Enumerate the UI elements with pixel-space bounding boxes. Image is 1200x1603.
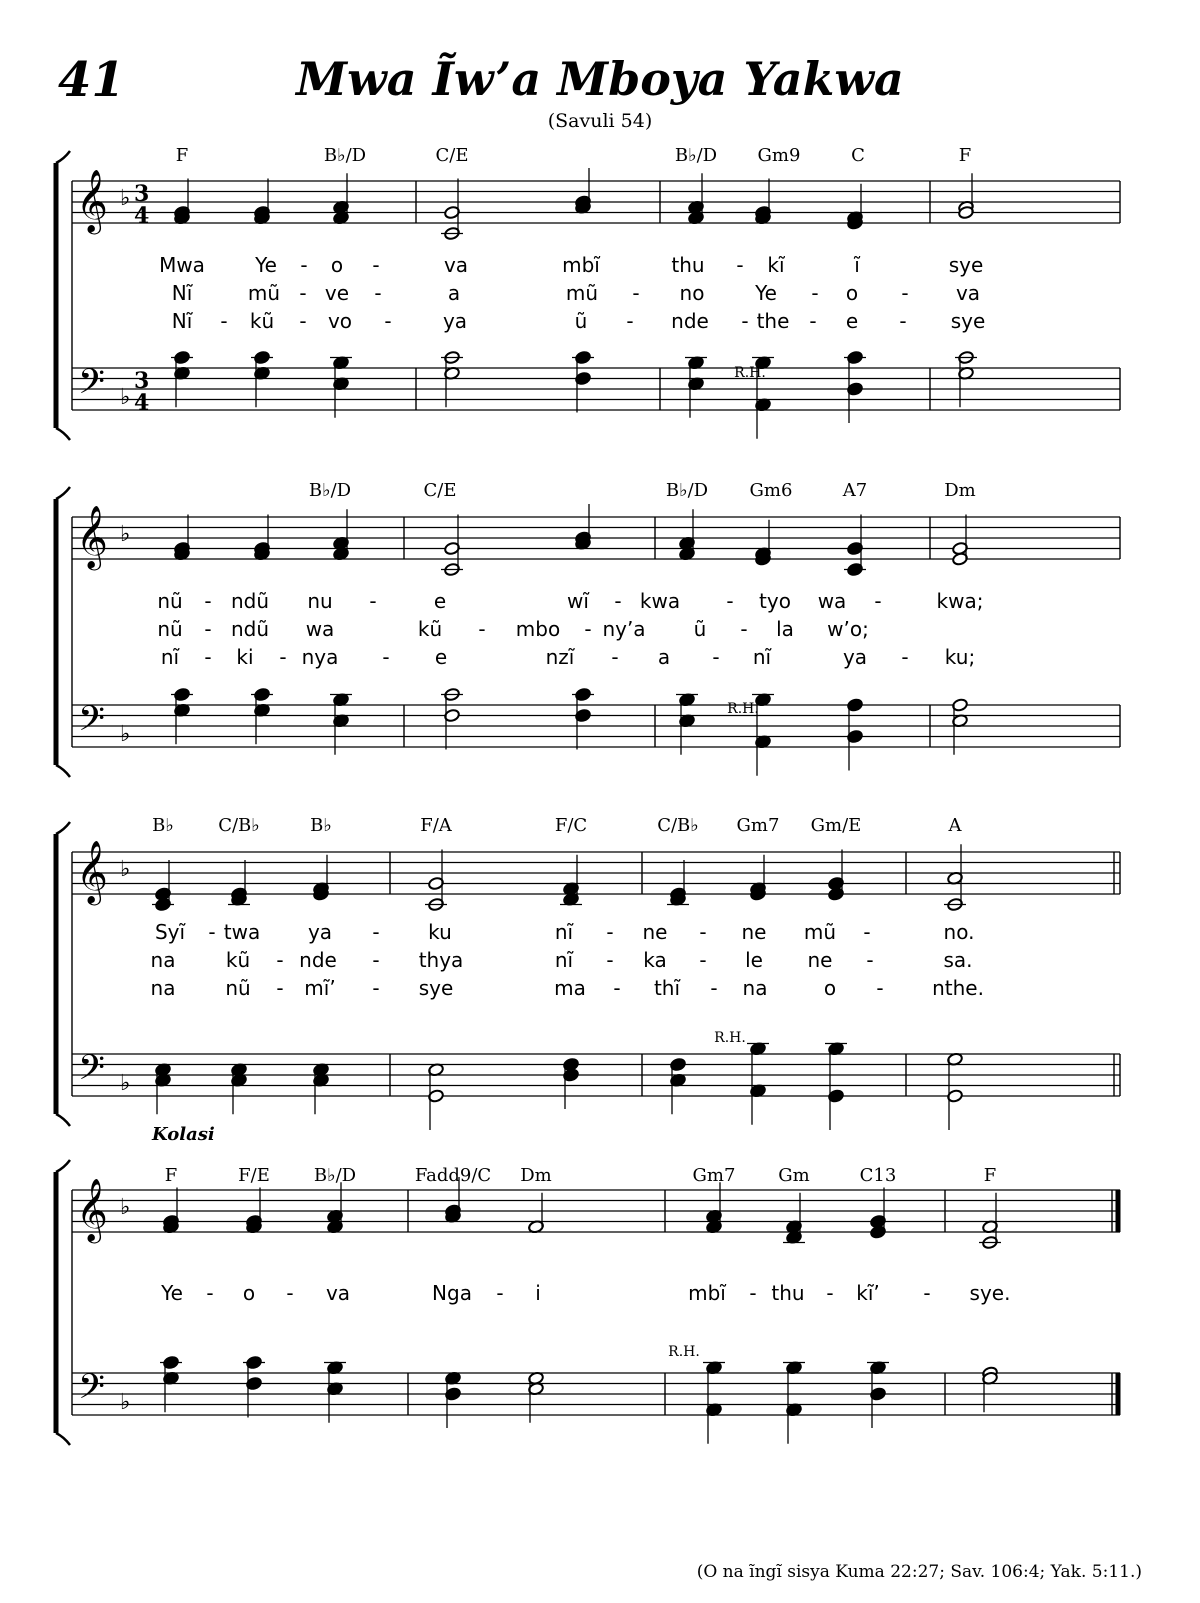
lyric-syllable: ne: [741, 920, 767, 944]
lyric-syllable: ya: [842, 645, 868, 669]
lyric-syllable: la: [776, 617, 794, 641]
chord-symbol: A7: [842, 480, 868, 501]
lyric-syllable: ĩ: [854, 253, 860, 277]
lyric-syllable: wĩ: [567, 589, 589, 613]
lyric-syllable: -: [204, 617, 212, 641]
lyric-syllable: -: [811, 281, 819, 305]
chord-symbol: B♭/D: [674, 145, 718, 166]
lyric-syllable: -: [369, 589, 377, 613]
lyric-syllable: Nga: [432, 1281, 472, 1305]
lyric-syllable: na: [742, 976, 768, 1000]
lyric-syllable: the: [756, 309, 790, 333]
chord-symbol: C13: [859, 1165, 897, 1186]
lyric-syllable: thu: [771, 1281, 805, 1305]
chord-symbol: F/E: [238, 1165, 270, 1186]
lyric-syllable: -: [611, 645, 619, 669]
lyric-syllable: kũ: [249, 309, 275, 333]
lyric-syllable: -: [279, 645, 287, 669]
chord-symbol: Gm: [778, 1165, 810, 1186]
lyric-syllable: -: [749, 1281, 757, 1305]
lyric-syllable: nde: [671, 309, 709, 333]
lyric-syllable: -: [874, 589, 882, 613]
lyric-syllable: nĩ: [752, 645, 772, 669]
lyric-syllable: mbĩ: [688, 1281, 726, 1305]
lyric-syllable: ũ: [693, 617, 707, 641]
chord-symbol: F: [983, 1165, 997, 1186]
lyric-syllable: mũ: [803, 920, 837, 944]
lyric-syllable: -: [614, 589, 622, 613]
lyric-syllable: -: [496, 1281, 504, 1305]
lyric-syllable: sa.: [943, 948, 973, 972]
lyric-syllable: -: [923, 1281, 931, 1305]
lyric-syllable: vo: [327, 309, 353, 333]
bracket-hook-top: [56, 822, 70, 834]
lyric-syllable: nthe.: [932, 976, 984, 1000]
lyric-syllable: -: [726, 589, 734, 613]
right-hand-marking: R.H.: [668, 1344, 700, 1360]
time-signature-bottom: 4: [134, 390, 150, 416]
bass-clef: 𝄢: [78, 698, 106, 747]
lyric-syllable: sye: [950, 309, 986, 333]
lyric-syllable: kũ: [417, 617, 443, 641]
lyric-syllable: -: [741, 309, 749, 333]
lyric-syllable: nũ: [157, 589, 183, 613]
lyric-syllable: -: [699, 920, 707, 944]
lyric-syllable: o: [330, 253, 344, 277]
lyric-syllable: -: [300, 253, 308, 277]
lyric-syllable: -: [901, 645, 909, 669]
lyric-syllable: -: [613, 976, 621, 1000]
lyric-syllable: a: [657, 645, 671, 669]
lyric-syllable: nĩ: [554, 920, 574, 944]
scripture-reference: (O na ĩngĩ sisya Kuma 22:27; Sav. 106:4; Yak. 5:11.): [696, 1562, 1142, 1582]
key-signature-flat: ♭: [120, 857, 131, 882]
lyric-syllable: ne: [642, 920, 668, 944]
lyric-syllable: -: [826, 1281, 834, 1305]
bracket-hook-top: [56, 487, 70, 499]
lyric-syllable: na: [150, 948, 176, 972]
lyric-syllable: -: [740, 617, 748, 641]
lyric-syllable: -: [606, 920, 614, 944]
lyric-syllable: na: [150, 976, 176, 1000]
hymn-title: Mwa Ĩw’a Mboya Yakwa: [296, 52, 904, 106]
lyric-syllable: -: [863, 920, 871, 944]
chord-symbol: Gm/E: [810, 815, 862, 836]
chord-symbol: B♭/D: [313, 1165, 357, 1186]
lyric-syllable: -: [699, 948, 707, 972]
lyric-syllable: -: [372, 253, 380, 277]
lyric-syllable: kũ: [225, 948, 251, 972]
chord-symbol: Dm: [944, 480, 976, 501]
chord-symbol: B♭: [310, 815, 332, 836]
lyric-syllable: ny’a: [602, 617, 646, 641]
lyric-syllable: mbo: [515, 617, 561, 641]
lyric-syllable: no.: [943, 920, 975, 944]
lyric-syllable: nde: [299, 948, 337, 972]
treble-clef: 𝄞: [76, 169, 108, 232]
chord-symbol: F/A: [420, 815, 452, 836]
lyric-syllable: thĩ: [653, 976, 681, 1000]
lyric-syllable: -: [372, 948, 380, 972]
lyric-syllable: -: [736, 253, 744, 277]
lyric-syllable: ku: [428, 920, 452, 944]
key-signature-flat: ♭: [120, 522, 131, 547]
right-hand-marking: R.H.: [714, 1030, 746, 1046]
chord-symbol: Fadd9/C: [414, 1165, 492, 1186]
lyric-syllable: -: [374, 281, 382, 305]
chord-symbol: Gm7: [736, 815, 780, 836]
chord-symbol: Gm6: [749, 480, 793, 501]
lyric-syllable: ũ: [574, 309, 588, 333]
lyric-syllable: -: [712, 645, 720, 669]
time-signature-top: 3: [134, 181, 150, 207]
lyric-syllable: -: [220, 309, 228, 333]
lyric-syllable: -: [899, 309, 907, 333]
lyric-syllable: mĩ’: [304, 976, 336, 1000]
bracket-hook-top: [56, 1160, 70, 1172]
lyric-syllable: sye.: [969, 1281, 1011, 1305]
lyric-syllable: twa: [223, 920, 261, 944]
lyric-syllable: nzĩ: [545, 645, 575, 669]
lyric-syllable: kwa;: [936, 589, 984, 613]
hymn-subtitle: (Savuli 54): [547, 110, 653, 132]
lyric-syllable: sye: [418, 976, 454, 1000]
right-hand-marking: R.H.: [727, 701, 759, 717]
lyric-syllable: Ye: [255, 253, 277, 277]
lyric-syllable: ndũ: [230, 589, 270, 613]
lyric-syllable: o: [823, 976, 837, 1000]
lyric-syllable: Ye: [755, 281, 777, 305]
lyric-syllable: -: [606, 948, 614, 972]
bracket-hook-top: [56, 151, 70, 163]
lyric-syllable: Mwa: [159, 253, 205, 277]
lyric-syllable: Ye: [161, 1281, 183, 1305]
lyric-syllable: -: [809, 309, 817, 333]
lyric-syllable: va: [325, 1281, 351, 1305]
lyric-syllable: -: [206, 1281, 214, 1305]
lyric-syllable: va: [443, 253, 469, 277]
right-hand-marking: R.H.: [734, 365, 766, 381]
lyric-syllable: -: [372, 976, 380, 1000]
lyric-syllable: a: [447, 281, 461, 305]
bass-clef: 𝄢: [78, 361, 106, 410]
lyric-syllable: w’o;: [827, 617, 869, 641]
key-signature-flat: ♭: [120, 385, 131, 410]
treble-clef: 𝄞: [76, 505, 108, 568]
lyric-syllable: tyo: [759, 589, 791, 613]
treble-clef: 𝄞: [76, 1178, 108, 1241]
lyric-syllable: -: [204, 589, 212, 613]
chord-symbol: B♭: [152, 815, 174, 836]
key-signature-flat: ♭: [120, 722, 131, 747]
bracket-hook-bottom: [56, 1433, 70, 1445]
lyric-syllable: ya: [442, 309, 468, 333]
lyric-syllable: -: [866, 948, 874, 972]
lyric-syllable: va: [955, 281, 981, 305]
bracket-hook-bottom: [56, 765, 70, 777]
lyric-syllable: -: [710, 976, 718, 1000]
lyric-syllable: e: [845, 309, 859, 333]
key-signature-flat: ♭: [120, 1071, 131, 1096]
lyric-syllable: mũ: [565, 281, 599, 305]
lyric-syllable: ne: [807, 948, 833, 972]
lyric-syllable: -: [208, 920, 216, 944]
chord-symbol: Dm: [520, 1165, 552, 1186]
key-signature-flat: ♭: [120, 1195, 131, 1220]
lyric-syllable: -: [876, 976, 884, 1000]
treble-clef: 𝄞: [76, 840, 108, 903]
lyric-syllable: kĩ’: [856, 1281, 880, 1305]
chord-symbol: F: [175, 145, 189, 166]
lyric-syllable: -: [901, 281, 909, 305]
lyric-syllable: -: [372, 920, 380, 944]
lyric-syllable: o: [242, 1281, 256, 1305]
lyric-syllable: no: [679, 281, 705, 305]
lyric-syllable: ya: [307, 920, 333, 944]
lyric-syllable: nũ: [225, 976, 251, 1000]
lyric-syllable: mbĩ: [562, 253, 600, 277]
lyric-syllable: e: [434, 645, 448, 669]
lyric-syllable: nĩ: [160, 645, 180, 669]
lyric-syllable: i: [535, 1281, 541, 1305]
section-label: Kolasi: [152, 1124, 215, 1145]
chord-symbol: C/B♭: [657, 815, 699, 836]
chord-symbol: B♭/D: [665, 480, 709, 501]
lyric-syllable: -: [384, 309, 392, 333]
lyric-syllable: e: [433, 589, 447, 613]
lyric-syllable: nũ: [157, 617, 183, 641]
lyric-syllable: -: [204, 645, 212, 669]
lyric-syllable: le: [745, 948, 763, 972]
lyric-syllable: thu: [671, 253, 705, 277]
lyric-syllable: nya: [301, 645, 339, 669]
lyric-syllable: -: [276, 976, 284, 1000]
chord-symbol: F: [958, 145, 972, 166]
bracket-hook-bottom: [56, 428, 70, 440]
lyric-syllable: kĩ: [767, 253, 785, 277]
chord-symbol: Gm9: [757, 145, 801, 166]
lyric-syllable: ka: [643, 948, 667, 972]
system-4: [56, 1160, 1120, 1445]
bass-clef: 𝄢: [78, 1366, 106, 1415]
lyric-syllable: ma: [554, 976, 586, 1000]
chord-symbol: A: [948, 815, 962, 836]
lyric-syllable: -: [276, 948, 284, 972]
lyric-syllable: wa: [305, 617, 335, 641]
lyric-syllable: -: [299, 281, 307, 305]
lyric-syllable: kwa: [639, 589, 681, 613]
lyric-syllable: o: [845, 281, 859, 305]
time-signature-bottom: 4: [134, 203, 150, 229]
lyric-syllable: wa: [817, 589, 847, 613]
chord-symbol: F/C: [554, 815, 588, 836]
lyric-syllable: ki: [236, 645, 254, 669]
lyric-syllable: -: [632, 281, 640, 305]
chord-symbol: Gm7: [692, 1165, 736, 1186]
chord-symbol: C: [851, 145, 865, 166]
lyric-syllable: -: [478, 617, 486, 641]
key-signature-flat: ♭: [120, 1390, 131, 1415]
lyric-syllable: nu: [307, 589, 333, 613]
lyric-syllable: thya: [418, 948, 464, 972]
bass-clef: 𝄢: [78, 1047, 106, 1096]
key-signature-flat: ♭: [120, 186, 131, 211]
hymn-number: 41: [58, 52, 125, 108]
chord-symbol: C/B♭: [218, 815, 260, 836]
chord-symbol: B♭/D: [308, 480, 352, 501]
bracket-hook-bottom: [56, 1114, 70, 1126]
lyric-syllable: ndũ: [230, 617, 270, 641]
lyric-syllable: nĩ: [554, 948, 574, 972]
lyric-syllable: Nĩ: [171, 281, 193, 305]
lyric-syllable: -: [584, 617, 592, 641]
chord-symbol: F: [164, 1165, 178, 1186]
lyric-syllable: ve: [324, 281, 350, 305]
time-signature-top: 3: [134, 368, 150, 394]
lyric-syllable: mũ: [247, 281, 281, 305]
chord-symbol: C/E: [423, 480, 457, 501]
lyric-syllable: ku;: [944, 645, 976, 669]
lyric-syllable: -: [382, 645, 390, 669]
lyric-syllable: Syĩ: [154, 920, 186, 944]
chord-symbol: C/E: [435, 145, 469, 166]
lyric-syllable: Nĩ: [171, 309, 193, 333]
lyric-syllable: -: [626, 309, 634, 333]
lyric-syllable: -: [299, 309, 307, 333]
lyric-syllable: sye: [948, 253, 984, 277]
chord-symbol: B♭/D: [323, 145, 367, 166]
lyric-syllable: -: [286, 1281, 294, 1305]
